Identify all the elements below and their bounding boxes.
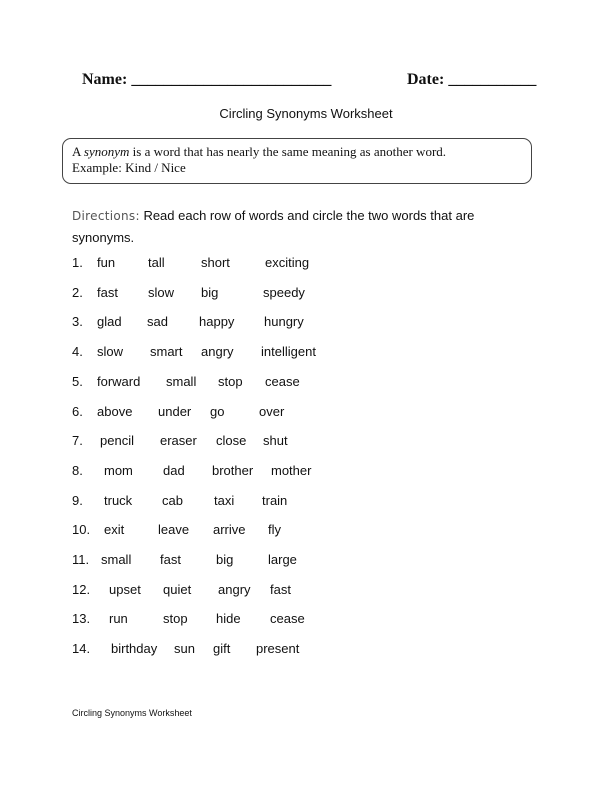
word-option[interactable]: close [216,433,247,448]
item-number: 9. [72,493,83,508]
list-item [0,552,612,570]
word-option[interactable]: angry [218,582,251,597]
list-item [0,433,612,451]
word-option[interactable]: quiet [163,582,192,597]
item-number: 11. [72,552,90,567]
word-option[interactable]: slow [97,344,124,359]
item-number: 7. [72,433,83,448]
date-line [407,71,536,89]
definition-text: is a word that has nearly the same meaning as another word. [132,144,447,159]
list-item [0,404,612,422]
word-option[interactable]: large [268,552,297,567]
word-option[interactable]: big [201,285,219,300]
directions-text: Read each row of words and circle the two words that are synonyms. [72,208,475,245]
word-option[interactable]: upset [109,582,141,597]
word-option[interactable]: intelligent [261,344,316,359]
word-option[interactable]: leave [158,522,190,537]
footer-text: Circling Synonyms Worksheet [72,708,192,718]
item-number: 6. [72,404,83,419]
list-item [0,582,612,600]
item-number: 1. [72,255,83,270]
definition-box [62,138,532,184]
word-option[interactable]: run [109,611,128,626]
list-item [0,522,612,540]
name-label: Name: [82,71,128,88]
word-option[interactable]: fast [160,552,181,567]
word-option[interactable]: fun [97,255,116,270]
item-number: 10. [72,522,91,537]
word-option[interactable]: happy [199,314,235,329]
word-option[interactable]: pencil [100,433,134,448]
word-option[interactable]: sad [147,314,168,329]
word-option[interactable]: gift [213,641,231,656]
word-option[interactable]: fly [268,522,281,537]
word-option[interactable]: go [210,404,225,419]
word-option[interactable]: mother [271,463,312,478]
list-item [0,285,612,303]
word-option[interactable]: exit [104,522,125,537]
item-number: 3. [72,314,83,329]
word-option[interactable]: under [158,404,192,419]
list-item [0,641,612,659]
item-number: 13. [72,611,91,626]
word-option[interactable]: small [166,374,197,389]
word-option[interactable]: dad [163,463,185,478]
word-option[interactable]: cease [270,611,305,626]
name-line [82,71,331,89]
word-option[interactable]: over [259,404,285,419]
word-option[interactable]: train [262,493,288,508]
item-number: 14. [72,641,91,656]
definition-article: A [72,144,81,159]
word-option[interactable]: arrive [213,522,246,537]
list-item [0,344,612,362]
word-option[interactable]: angry [201,344,234,359]
word-option[interactable]: smart [150,344,183,359]
word-option[interactable]: fast [97,285,118,300]
word-option[interactable]: tall [148,255,165,270]
word-option[interactable]: mom [104,463,133,478]
word-option[interactable]: eraser [160,433,197,448]
list-item [0,493,612,511]
directions [72,205,512,248]
word-option[interactable]: forward [97,374,141,389]
word-option[interactable]: sun [174,641,195,656]
word-option[interactable]: stop [163,611,188,626]
word-option[interactable]: exciting [265,255,310,270]
definition-example: Example: Kind / Nice [72,160,186,175]
word-option[interactable]: shut [263,433,288,448]
worksheet-title: Circling Synonyms Worksheet [219,106,393,121]
item-number: 4. [72,344,83,359]
definition-line [72,144,521,160]
word-option[interactable]: cab [162,493,183,508]
word-option[interactable]: glad [97,314,122,329]
date-blank[interactable]: ___________ [448,71,537,88]
word-option[interactable]: speedy [263,285,305,300]
word-option[interactable]: present [256,641,300,656]
word-option[interactable]: truck [104,493,133,508]
word-option[interactable]: taxi [214,493,235,508]
word-option[interactable]: small [101,552,132,567]
item-number: 2. [72,285,83,300]
list-item [0,314,612,332]
name-blank[interactable]: _________________________ [131,71,332,88]
item-number: 12. [72,582,91,597]
word-option[interactable]: above [97,404,133,419]
list-item [0,255,612,273]
word-option[interactable]: hungry [264,314,304,329]
word-option[interactable]: birthday [111,641,158,656]
word-option[interactable]: brother [212,463,254,478]
word-option[interactable]: slow [148,285,175,300]
date-label: Date: [407,71,445,88]
definition-term: synonym [83,144,130,159]
list-item [0,374,612,392]
word-option[interactable]: big [216,552,234,567]
word-option[interactable]: short [201,255,230,270]
item-number: 5. [72,374,83,389]
item-number: 8. [72,463,83,478]
list-item [0,611,612,629]
directions-label: Directions: [72,209,140,223]
word-option[interactable]: fast [270,582,291,597]
word-option[interactable]: hide [216,611,241,626]
list-item [0,463,612,481]
word-option[interactable]: stop [218,374,243,389]
word-option[interactable]: cease [265,374,300,389]
